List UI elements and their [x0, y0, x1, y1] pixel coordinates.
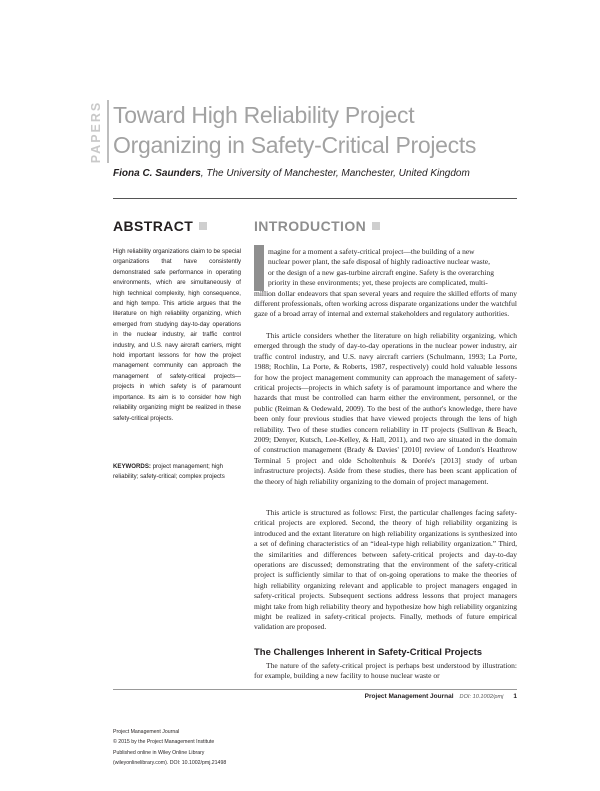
journal-info-line: Published online in Wiley Online Library — [113, 749, 205, 756]
header-divider — [113, 198, 517, 199]
abstract-text: High reliability organizations claim to be special organizations that have consistently demonstrated safe performance in operating environments, which are simultaneously of high technical complexity, high consequence, and high tempo. This article argues that the literature on high reliability organizing, which emerged from studying day-to-day operations in the nuclear industry, air traffic control industry, and U.S. navy aircraft carriers, might hold important lessons for how the project management community can approach the management of safety-critical projects—projects in which safety is of paramount importance. Its aim is to consider how high reliability organizing might be realized in these safety-critical projects. — [113, 248, 241, 422]
author-line — [113, 168, 470, 179]
intro-line: magine for a moment a safety-critical project—the building of a new — [268, 247, 475, 256]
abstract-heading — [113, 218, 207, 234]
journal-info-line: (wileyonlinelibrary.com). DOI: 10.1002/pmj.21498 — [113, 759, 227, 766]
abstract-heading-text: ABSTRACT — [113, 218, 194, 234]
keywords-label: KEYWORDS: — [113, 463, 151, 470]
author-name: Fiona C. Saunders — [113, 168, 201, 179]
intro-line: nuclear power plant, the safe disposal of highly radioactive nuclear waste, — [268, 257, 491, 267]
journal-info — [113, 727, 253, 768]
title-rule — [107, 100, 109, 163]
footer-rule — [113, 689, 517, 690]
title-line-1: Toward High Reliability Project — [113, 102, 415, 128]
footer-journal: Project Management Journal — [364, 693, 454, 700]
journal-info-line: © 2015 by the Project Management Institute — [113, 739, 215, 746]
keywords-text: project management; high reliability; safety-critical; complex projects — [113, 463, 225, 481]
keywords — [113, 462, 241, 483]
section-tag-label: PAPERS — [89, 100, 103, 164]
intro-line: or the design of a new gas-turbine aircraft engine. Safety is the overarching — [268, 267, 494, 277]
introduction-heading-text: INTRODUCTION — [254, 218, 367, 234]
footer-doi: DOI: 10.1002/pmj — [459, 694, 504, 700]
intro-paragraph-3: This article is structured as follows: First, the particular challenges facing safety-critical projects are explored. Second, the theory of high reliability organizing is introduced and the extant literature on high reliability organizations is synthesized into a set of defining characteristics of an “ideal-type high reliability organization.” Third, the similarities and differences between safety-critical projects and day-to-day operations are discussed; demonstrating that the environment of the safety-critical project is sufficiently similar to that of on-going operations to make the theories of high reliability organizing relevant and applicable to project managers engaged in safety-critical projects. Subsequent sections address lessons that project managers might take from high reliability theory and hypothesize how high reliability organizing might be realized in safety-critical projects. Finally, methods of future empirical validation are proposed. — [254, 508, 517, 632]
introduction-heading — [254, 218, 380, 234]
heading-square-icon — [372, 222, 380, 230]
article-title — [113, 100, 553, 160]
title-line-2: Organizing in Safety-Critical Projects — [113, 132, 477, 158]
page-number: 1 — [513, 693, 517, 700]
intro-paragraph-1-rest: million dollar endeavors that span several years and require the skilled efforts of many different professionals, often working across disparate organizations under the watchful gaze of a broad array of internal and external stakeholders and regulatory authorities. — [254, 288, 517, 319]
journal-info-line: Project Management Journal — [113, 729, 180, 735]
intro-line: priority in these environments; yet, these projects are complicated, multi- — [268, 278, 488, 288]
subsection-heading: The Challenges Inherent in Safety-Critical Projects — [254, 647, 483, 658]
intro-paragraph-1 — [254, 247, 517, 320]
author-affiliation: , The University of Manchester, Manchester, United Kingdom — [200, 168, 470, 179]
heading-square-icon — [199, 222, 207, 230]
section-tag — [88, 100, 104, 164]
page-footer — [353, 693, 517, 700]
intro-paragraph-2: This article considers whether the literature on high reliability organizing, which emerged through the study of day-to-day operations in the nuclear power industry, air traffic control industry, and U.S. navy aircraft carriers (Schulmann, 1993; La Porte, 1988; Rochlin, La Porte, & Roberts, 1987, respectively) could hold valuable lessons for how the project management community can approach the management of safety-critical projects—projects in which safety is of paramount importance and where the hazards that must be controlled can harm either the environment, personnel, or the public (Reiman & Oedewald, 2009). To the best of the author's knowledge, there have been only four previous studies that have viewed projects through the lens of high reliability. Two of these studies concern reliability in IT projects (Sullivan & Beach, 2009; Denyer, Kutsch, Lee-Kelley, & Hall, 2011), and two are situated in the domain of construction management (Brady & Davies' [2010] review of London's Heathrow Terminal 5 project and olde Scholtenhuis & Dorée's [2013] study of urban infrastructure projects). Aside from these studies, there has been scant application of the theory of high reliability organizing to the domain of project management. — [254, 331, 517, 486]
intro-paragraph-4: The nature of the safety-critical project is perhaps best understood by illustration: for example, building a new facility to house nuclear waste or — [254, 661, 517, 681]
